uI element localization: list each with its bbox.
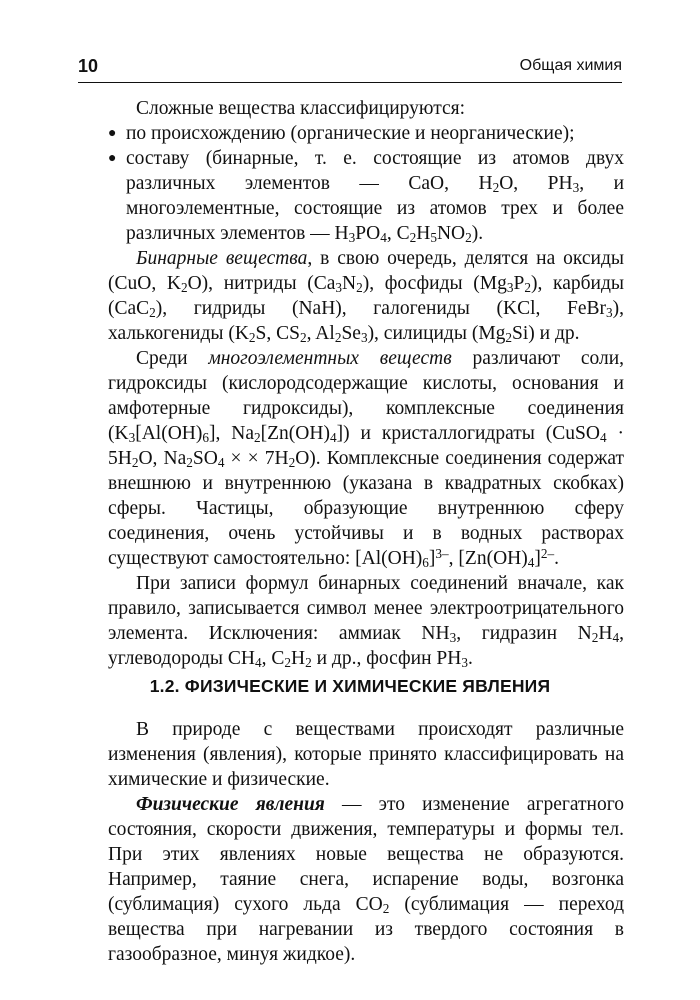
- section-heading: 1.2. ФИЗИЧЕСКИЕ И ХИМИЧЕСКИЕ ЯВЛЕНИЯ: [149, 676, 551, 696]
- bullet-icon: ●: [108, 151, 117, 166]
- intro-lead: Сложные вещества классифицируются:: [136, 98, 466, 119]
- emphasized-term: Бинарные вещества: [136, 248, 308, 269]
- classification-list: [108, 121, 624, 246]
- running-title: Общая химия: [519, 57, 622, 74]
- emphasized-term: Физические явления: [136, 794, 325, 815]
- bullet-icon: ●: [108, 126, 117, 141]
- page-number: 10: [78, 56, 99, 76]
- section-text-block: [108, 717, 624, 967]
- paragraph-physical-phenomena: Физические явления — это изменение агрегатного состояния, скорости движения, температуры и формы тел. При этих явлениях новые вещества не образуются. Например, таяние снега, испарение воды, возгонка (сублимация) сухого льда $CO_2$ (сублимация — переход вещества при нагревании из твердого состояния в газообразное, минуя жидкое).: [108, 794, 624, 965]
- main-text-block: [108, 96, 624, 671]
- list-item: [108, 146, 624, 246]
- list-item: [108, 121, 624, 146]
- list-item-text: по происхождению (органические и неорганические);: [126, 123, 575, 144]
- paragraph-binary: Бинарные вещества, в свою очередь, делятся на оксиды (CuO, $K_2O$), нитриды $(Ca_3N_2)$, фосфиды $(Mg_3P_2)$, карбиды (CaC$_2$), гидриды (NaH), галогениды (KCl, FeBr$_3$), халькогениды ($K_2S$, $CS_2$, $Al_2Se_3$), силициды $(Mg_2Si)$ и др.: [108, 248, 625, 345]
- paragraph-formula-writing: При записи формул бинарных соединений вначале, как правило, записывается символ менее электроотрицательного элемента. Исключения: аммиак $NH_3$, гидразин $N_2H_4$, углеводороды $CH_4$, $C_2H_2$ и др., фосфин $PH_3$.: [108, 573, 624, 670]
- list-item-text: составу (бинарные, т. е. состоящие из атомов двух различных элементов — CaO, $H_2O$, $PH_3$, и многоэлементные, состоящие из атомов трех и более различных элементов — $H_3PO_4$, $C_2H_5NO_2$).: [126, 148, 625, 245]
- page-header: [78, 52, 622, 83]
- paragraph-multielement: Среди многоэлементных веществ различают соли, гидроксиды (кислородсодержащие кислоты, основания и амфотерные гидроксиды), комплексные соединения ($K_3[Al(OH)_6]$, $Na_2[Zn(OH)_4]$) и кристаллогидраты (CuSO$_4$ · $5H_2O$, $Na_2SO_4$ × × $7H_2O$). Комплексные соединения содержат внешнюю и внутреннюю (указана в квадратных скобках) сферы. Частицы, образующие внутреннюю сферу соединения, очень устойчивы и в водных растворах существуют самостоятельно: $[Al(OH)_6]^{3-}$, $[Zn(OH)_4]^{2-}$.: [108, 348, 625, 570]
- paragraph-nature: В природе с веществами происходят различные изменения (явления), которые принято классифицировать на химические и физические.: [108, 719, 624, 790]
- emphasized-term: многоэлементных веществ: [208, 348, 452, 369]
